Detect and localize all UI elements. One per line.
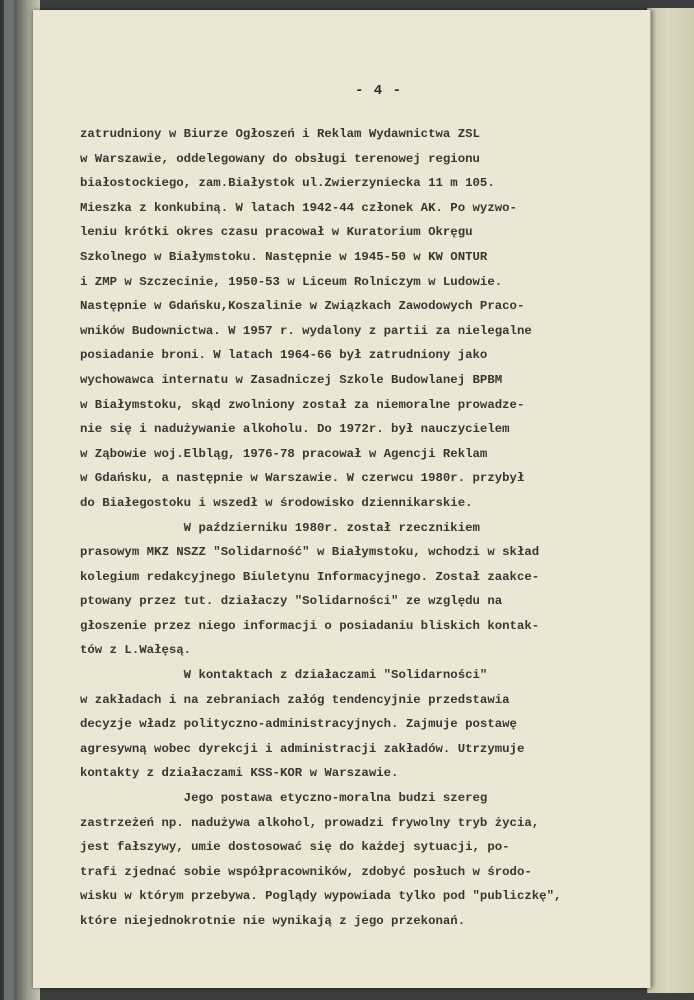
text-line: decyzje władz polityczno-administracyjnych. Zajmuje postawę bbox=[80, 717, 517, 732]
text-line: zatrudniony w Biurze Ogłoszeń i Reklam Wydawnictwa ZSL bbox=[80, 127, 480, 141]
page-number: - 4 - bbox=[355, 83, 403, 99]
text-line: Mieszka z konkubiną. W latach 1942-44 członek AK. Po wyzwo- bbox=[80, 200, 517, 215]
binder-strip bbox=[4, 0, 14, 1000]
text-line: wisku w którym przebywa. Poglądy wypowiada tylko pod "publiczkę", bbox=[80, 889, 562, 904]
text-line: w Warszawie, oddelegowany do obsługi terenowej regionu bbox=[80, 151, 480, 166]
text-line: Szkolnego w Białymstoku. Następnie w 1945-50 w KW ONTUR bbox=[80, 249, 488, 264]
text-line: w Ząbowie woj.Elbląg, 1976-78 pracował w Agencji Reklam bbox=[80, 446, 488, 461]
text-line: w Gdańsku, a następnie w Warszawie. W czerwcu 1980r. przybył bbox=[80, 471, 525, 486]
text-line: głoszenie przez niego informacji o posiadaniu bliskich kontak- bbox=[80, 618, 540, 633]
text-line: i ZMP w Szczecinie, 1950-53 w Liceum Rolniczym w Ludowie. bbox=[80, 274, 503, 289]
text-line: w zakładach i na zebraniach załóg tendencyjnie przedstawia bbox=[80, 692, 510, 707]
text-line: Następnie w Gdańsku,Koszalinie w Związkach Zawodowych Praco- bbox=[80, 299, 525, 314]
text-line: wychowawca internatu w Zasadniczej Szkole Budowlanej BPBM bbox=[80, 372, 503, 387]
text-line: W październiku 1980r. został rzecznikiem bbox=[80, 520, 480, 535]
text-line: prasowym MKZ NSZZ "Solidarność" w Białymstoku, wchodzi w skład bbox=[80, 545, 540, 560]
text-line: które niejednokrotnie nie wynikają z jego przekonań. bbox=[80, 914, 466, 928]
text-line: kontakty z działaczami KSS-KOR w Warszawie. bbox=[80, 766, 399, 781]
text-line: ptowany przez tut. działaczy "Solidarności" ze względu na bbox=[80, 594, 503, 609]
text-line: zastrzeżeń np. nadużywa alkohol, prowadzi frywolny tryb życia, bbox=[80, 815, 540, 830]
text-line: do Białegostoku i wszedł w środowisko dziennikarskie. bbox=[80, 495, 473, 510]
text-line: w Białymstoku, skąd zwolniony został za niemoralne prowadze- bbox=[80, 397, 525, 412]
text-line: agresywną wobec dyrekcji i administracji zakładów. Utrzymuje bbox=[80, 741, 525, 756]
text-line: posiadanie broni. W latach 1964-66 był zatrudniony jako bbox=[80, 348, 488, 363]
text-line: białostockiego, zam.Białystok ul.Zwierzyniecka 11 m 105. bbox=[80, 176, 495, 191]
text-line: tów z L.Wałęsą. bbox=[80, 643, 192, 658]
next-page-edge bbox=[647, 8, 694, 993]
text-line: Jego postawa etyczno-moralna budzi szereg bbox=[80, 791, 488, 806]
text-line: jest fałszywy, umie dostosować się do każdej sytuacji, po- bbox=[80, 840, 510, 855]
text-line: W kontaktach z działaczami "Solidarności" bbox=[80, 668, 488, 683]
text-line: kolegium redakcyjnego Biuletynu Informacyjnego. Został zaakce- bbox=[80, 569, 540, 584]
text-line: nie się i nadużywanie alkoholu. Do 1972r. był nauczycielem bbox=[80, 422, 510, 437]
text-line: wników Budownictwa. W 1957 r. wydalony z partii za nielegalne bbox=[80, 323, 532, 338]
text-line: trafi zjednać sobie współpracowników, zdobyć posłuch w środo- bbox=[80, 864, 532, 879]
text-line: leniu krótki okres czasu pracował w Kuratorium Okręgu bbox=[80, 225, 473, 240]
document-body bbox=[80, 122, 630, 934]
